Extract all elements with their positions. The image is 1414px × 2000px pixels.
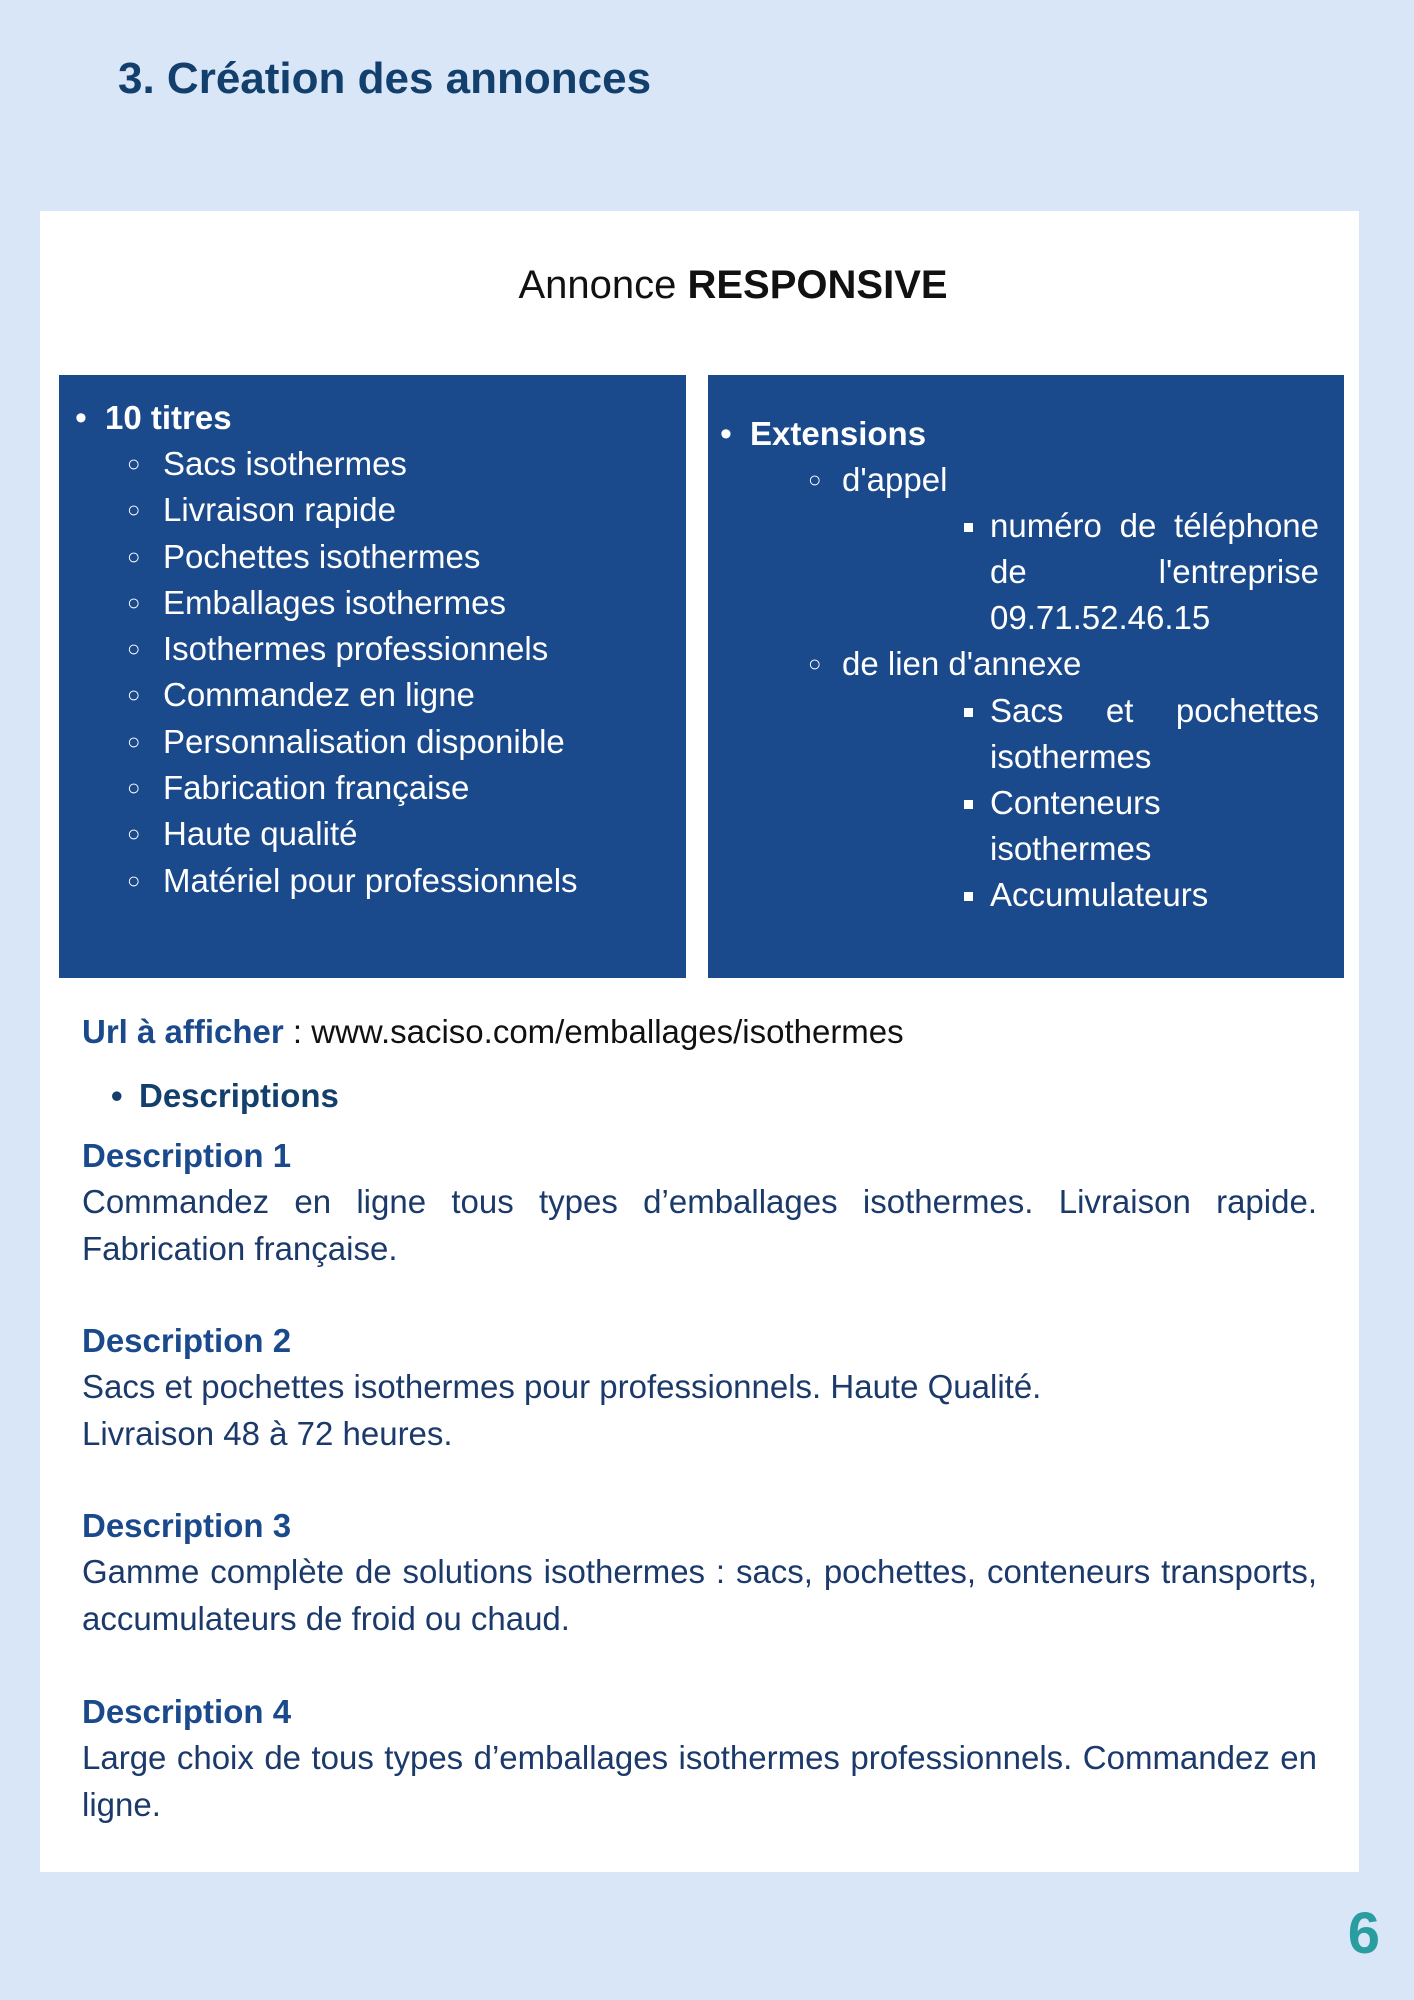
extension-call-label: d'appel (842, 461, 948, 498)
ad-card (40, 211, 1359, 1872)
description-title: Description 1 (82, 1137, 292, 1174)
extension-link (750, 641, 1319, 917)
extension-link-item: Conteneurs isothermes (842, 780, 1319, 872)
description-text-line-2: Livraison 48 à 72 heures. (82, 1414, 453, 1452)
extensions-heading-item (714, 411, 1319, 918)
page-number: 6 (1347, 1901, 1380, 1966)
description-3 (82, 1503, 1317, 1642)
extension-call (750, 457, 1319, 641)
title-item: ○ Matériel pour professionnels (105, 858, 666, 904)
description-text: Gamme complète de solutions isothermes : sacs, pochettes, conteneurs transports, accumulateurs de froid ou chaud. (82, 1553, 1317, 1637)
titles-heading-item (69, 395, 666, 904)
extension-link-label: de lien d'annexe (842, 645, 1082, 683)
extensions-panel (708, 375, 1344, 978)
titles-panel (59, 375, 686, 978)
titles-heading: 10 titres (105, 399, 232, 436)
title-item: ○ Emballages isothermes (105, 580, 666, 626)
display-url-value: www.saciso.com/emballages/isothermes (311, 1013, 904, 1050)
title-item: ○ Isothermes professionnels (105, 626, 666, 672)
title-item: ○ Haute qualité (105, 811, 666, 857)
ad-title-bold: RESPONSIVE (687, 263, 948, 307)
title-item: ○ Commandez en ligne (105, 672, 666, 718)
description-2 (82, 1318, 1317, 1457)
ad-title (40, 263, 1414, 308)
display-url-separator: : (283, 1013, 312, 1050)
extension-link-item: Sacs et pochettes isothermes (842, 688, 1319, 780)
title-item: ○ Personnalisation disponible (105, 719, 666, 765)
description-1 (82, 1133, 1317, 1272)
title-item: ○ Sacs isothermes (105, 441, 666, 487)
title-item: ○ Pochettes isothermes (105, 534, 666, 580)
extensions-heading: Extensions (750, 415, 927, 452)
description-4 (82, 1689, 1317, 1828)
ad-title-normal: Annonce (518, 263, 688, 307)
extension-call-item: numéro de téléphone de l'entreprise 09.71.52.46.15 (842, 503, 1319, 641)
page-title: 3. Création des annonces (118, 54, 652, 103)
extension-link-item: Accumulateurs (842, 872, 1319, 918)
display-url (82, 1013, 904, 1051)
description-title: Description 2 (82, 1322, 292, 1359)
description-text: Commandez en ligne tous types d’emballages isothermes. Livraison rapide. Fabrication française. (82, 1183, 1317, 1267)
title-item: ○ Livraison rapide (105, 487, 666, 533)
description-text: Large choix de tous types d’emballages isothermes professionnels. Commandez en ligne. (82, 1739, 1317, 1823)
descriptions-heading: • Descriptions (103, 1077, 339, 1115)
display-url-label: Url à afficher (82, 1013, 284, 1050)
description-text: Sacs et pochettes isothermes pour professionnels. Haute Qualité. (82, 1368, 1042, 1405)
description-title: Description 4 (82, 1693, 292, 1730)
title-item: ○ Fabrication française (105, 765, 666, 811)
description-title: Description 3 (82, 1507, 292, 1544)
